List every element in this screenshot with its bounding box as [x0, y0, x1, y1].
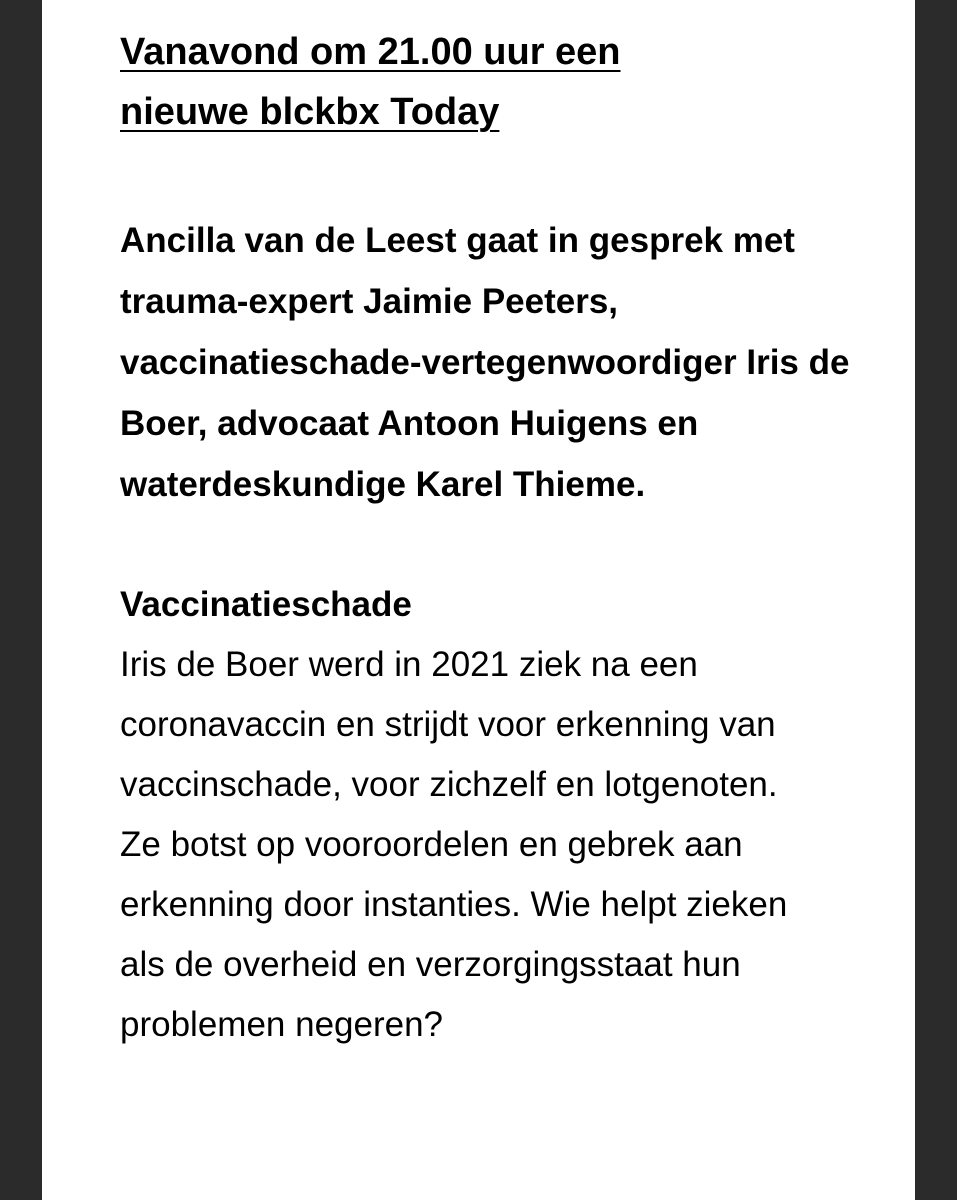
left-frame-border	[0, 0, 42, 1200]
intro-paragraph: Ancilla van de Leest gaat in gesprek met trauma-expert Jaimie Peeters, vaccinatieschade-vertegenwoordiger Iris de Boer, advocaat Antoon Huigens en waterdeskundige Karel Thieme.	[120, 221, 850, 504]
headline-link[interactable]: Vanavond om 21.00 uur een nieuwe blckbx Today	[120, 31, 621, 133]
article-page	[84, 0, 874, 1200]
article-content	[120, 22, 870, 1055]
section-body: Iris de Boer werd in 2021 ziek na een coronavaccin en strijdt voor erkenning van vaccinschade, voor zichzelf en lotgenoten. Ze botst op vooroordelen en gebrek aan erkenning door instanties. Wie helpt zieken als de overheid en verzorgingsstaat hun problemen negeren?	[120, 645, 788, 1044]
right-frame-border	[915, 0, 957, 1200]
section-title: Vaccinatieschade	[120, 585, 412, 624]
